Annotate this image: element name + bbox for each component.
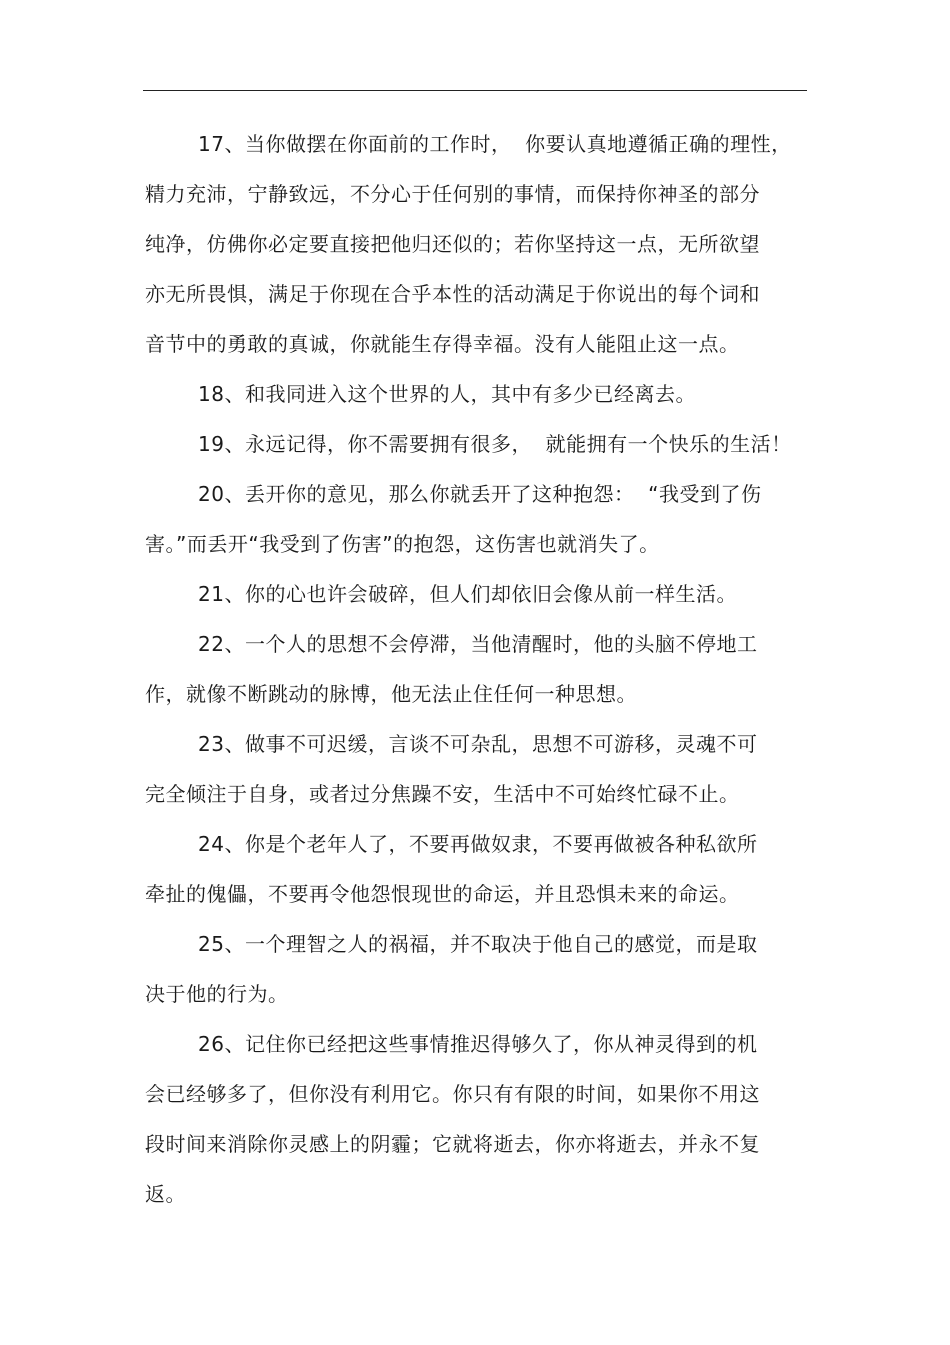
- text-line: 作，就像不断跳动的脉博，他无法止住任何一种思想。: [145, 682, 637, 706]
- text-line: 返。: [145, 1182, 186, 1206]
- text-line: 22、一个人的思想不会停滞，当他清醒时，他的头脑不停地工: [198, 632, 758, 656]
- text-line: 精力充沛，宁静致远，不分心于任何别的事情，而保持你神圣的部分: [145, 182, 760, 206]
- text-line: 会已经够多了，但你没有利用它。你只有有限的时间，如果你不用这: [145, 1082, 760, 1106]
- text-line: 25、一个理智之人的祸福，并不取决于他自己的感觉，而是取: [198, 932, 758, 956]
- text-line: 害。”而丢开“我受到了伤害”的抱怨，这伤害也就消失了。: [145, 532, 660, 556]
- text-line: 24、你是个老年人了，不要再做奴隶，不要再做被各种私欲所: [198, 832, 758, 856]
- text-line: 21、你的心也许会破碎，但人们却依旧会像从前一样生活。: [198, 582, 737, 606]
- header-rule: [143, 90, 807, 91]
- text-line: 18、和我同进入这个世界的人，其中有多少已经离去。: [198, 382, 696, 406]
- text-line: 17、当你做摆在你面前的工作时， 你要认真地遵循正确的理性，: [198, 132, 792, 156]
- text-line: 19、永远记得，你不需要拥有很多， 就能拥有一个快乐的生活！: [198, 432, 792, 456]
- text-line: 26、记住你已经把这些事情推迟得够久了，你从神灵得到的机: [198, 1032, 758, 1056]
- text-line: 决于他的行为。: [145, 982, 289, 1006]
- text-line: 牵扯的傀儡，不要再令他怨恨现世的命运，并且恐惧未来的命运。: [145, 882, 740, 906]
- text-line: 音节中的勇敢的真诚，你就能生存得幸福。没有人能阻止这一点。: [145, 332, 740, 356]
- text-line: 完全倾注于自身，或者过分焦躁不安，生活中不可始终忙碌不止。: [145, 782, 740, 806]
- text-line: 段时间来消除你灵感上的阴霾；它就将逝去，你亦将逝去，并永不复: [145, 1132, 760, 1156]
- text-line: 纯净，仿佛你必定要直接把他归还似的；若你坚持这一点，无所欲望: [145, 232, 760, 256]
- text-line: 23、做事不可迟缓，言谈不可杂乱，思想不可游移，灵魂不可: [198, 732, 758, 756]
- text-line: 20、丢开你的意见，那么你就丢开了这种抱怨： “我受到了伤: [198, 482, 762, 506]
- text-line: 亦无所畏惧，满足于你现在合乎本性的活动满足于你说出的每个词和: [145, 282, 760, 306]
